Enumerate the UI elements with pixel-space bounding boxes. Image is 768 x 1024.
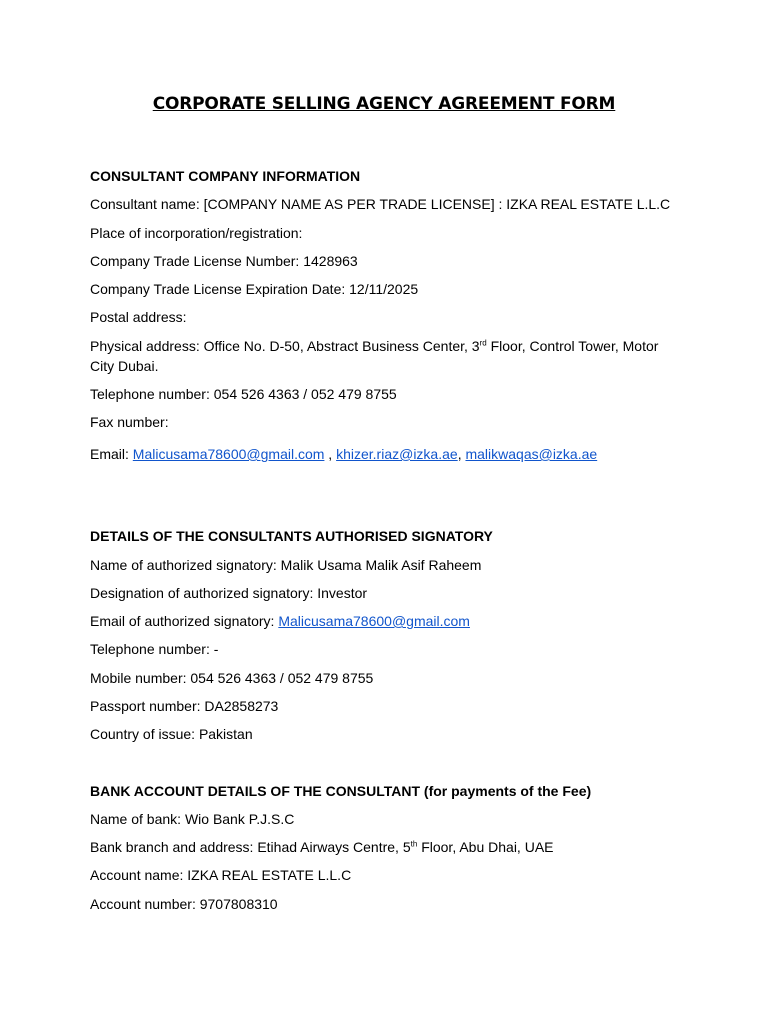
account-number-line: Account number: 9707808310 [90,896,278,912]
email-separator: , [457,446,466,462]
physical-address-part-2: Floor, Control Tower, Motor City Dubai. [90,338,659,374]
bank-branch-line [90,837,680,857]
signatory-telephone-line: Telephone number: - [90,641,219,657]
email-link-khizer[interactable]: khizer.riaz@izka.ae [336,446,458,462]
trade-license-expiry-line: Company Trade License Expiration Date: 12/11/2025 [90,281,419,297]
email-link-malicusama[interactable]: Malicusama78600@gmail.com [132,446,325,462]
signatory-mobile-line: Mobile number: 054 526 4363 / 052 479 8755 [90,670,374,686]
bank-heading: BANK ACCOUNT DETAILS OF THE CONSULTANT (for payments of the Fee) [90,783,592,799]
postal-address-line: Postal address: [90,309,187,325]
signatory-email-line [90,611,680,631]
company-telephone-line: Telephone number: 054 526 4363 / 052 479 8755 [90,386,397,402]
fax-number-line: Fax number: [90,414,169,430]
bank-branch-part-1: Bank branch and address: Etihad Airways Centre, 5 [90,839,411,855]
bank-name-line: Name of bank: Wio Bank P.J.S.C [90,811,295,827]
physical-address-line [90,336,680,376]
physical-address-superscript: rd [479,338,487,348]
consultant-name-line: Consultant name: [COMPANY NAME AS PER TRADE LICENSE] : IZKA REAL ESTATE L.L.C [90,196,671,212]
place-of-incorporation-line: Place of incorporation/registration: [90,225,303,241]
email-separator: , [324,446,337,462]
signatory-email-label: Email of authorized signatory: [90,613,279,629]
signatory-name-line: Name of authorized signatory: Malik Usama Malik Asif Raheem [90,557,482,573]
company-info-heading: CONSULTANT COMPANY INFORMATION [90,168,361,184]
email-link-malikwaqas[interactable]: malikwaqas@izka.ae [465,446,598,462]
trade-license-number-line: Company Trade License Number: 1428963 [90,253,358,269]
bank-branch-superscript: th [410,839,418,849]
signatory-designation-line: Designation of authorized signatory: Investor [90,585,368,601]
passport-number-line: Passport number: DA2858273 [90,698,279,714]
signatory-heading: DETAILS OF THE CONSULTANTS AUTHORISED SIGNATORY [90,528,493,544]
document-title: CORPORATE SELLING AGENCY AGREEMENT FORM [152,94,616,114]
email-label: Email: [90,446,133,462]
bank-branch-part-2: Floor, Abu Dhai, UAE [417,839,554,855]
country-of-issue-line: Country of issue: Pakistan [90,726,253,742]
company-email-line [90,444,680,464]
account-name-line: Account name: IZKA REAL ESTATE L.L.C [90,867,352,883]
signatory-email-link[interactable]: Malicusama78600@gmail.com [278,613,470,629]
physical-address-part-1: Physical address: Office No. D-50, Abstract Business Center, 3 [90,338,480,354]
